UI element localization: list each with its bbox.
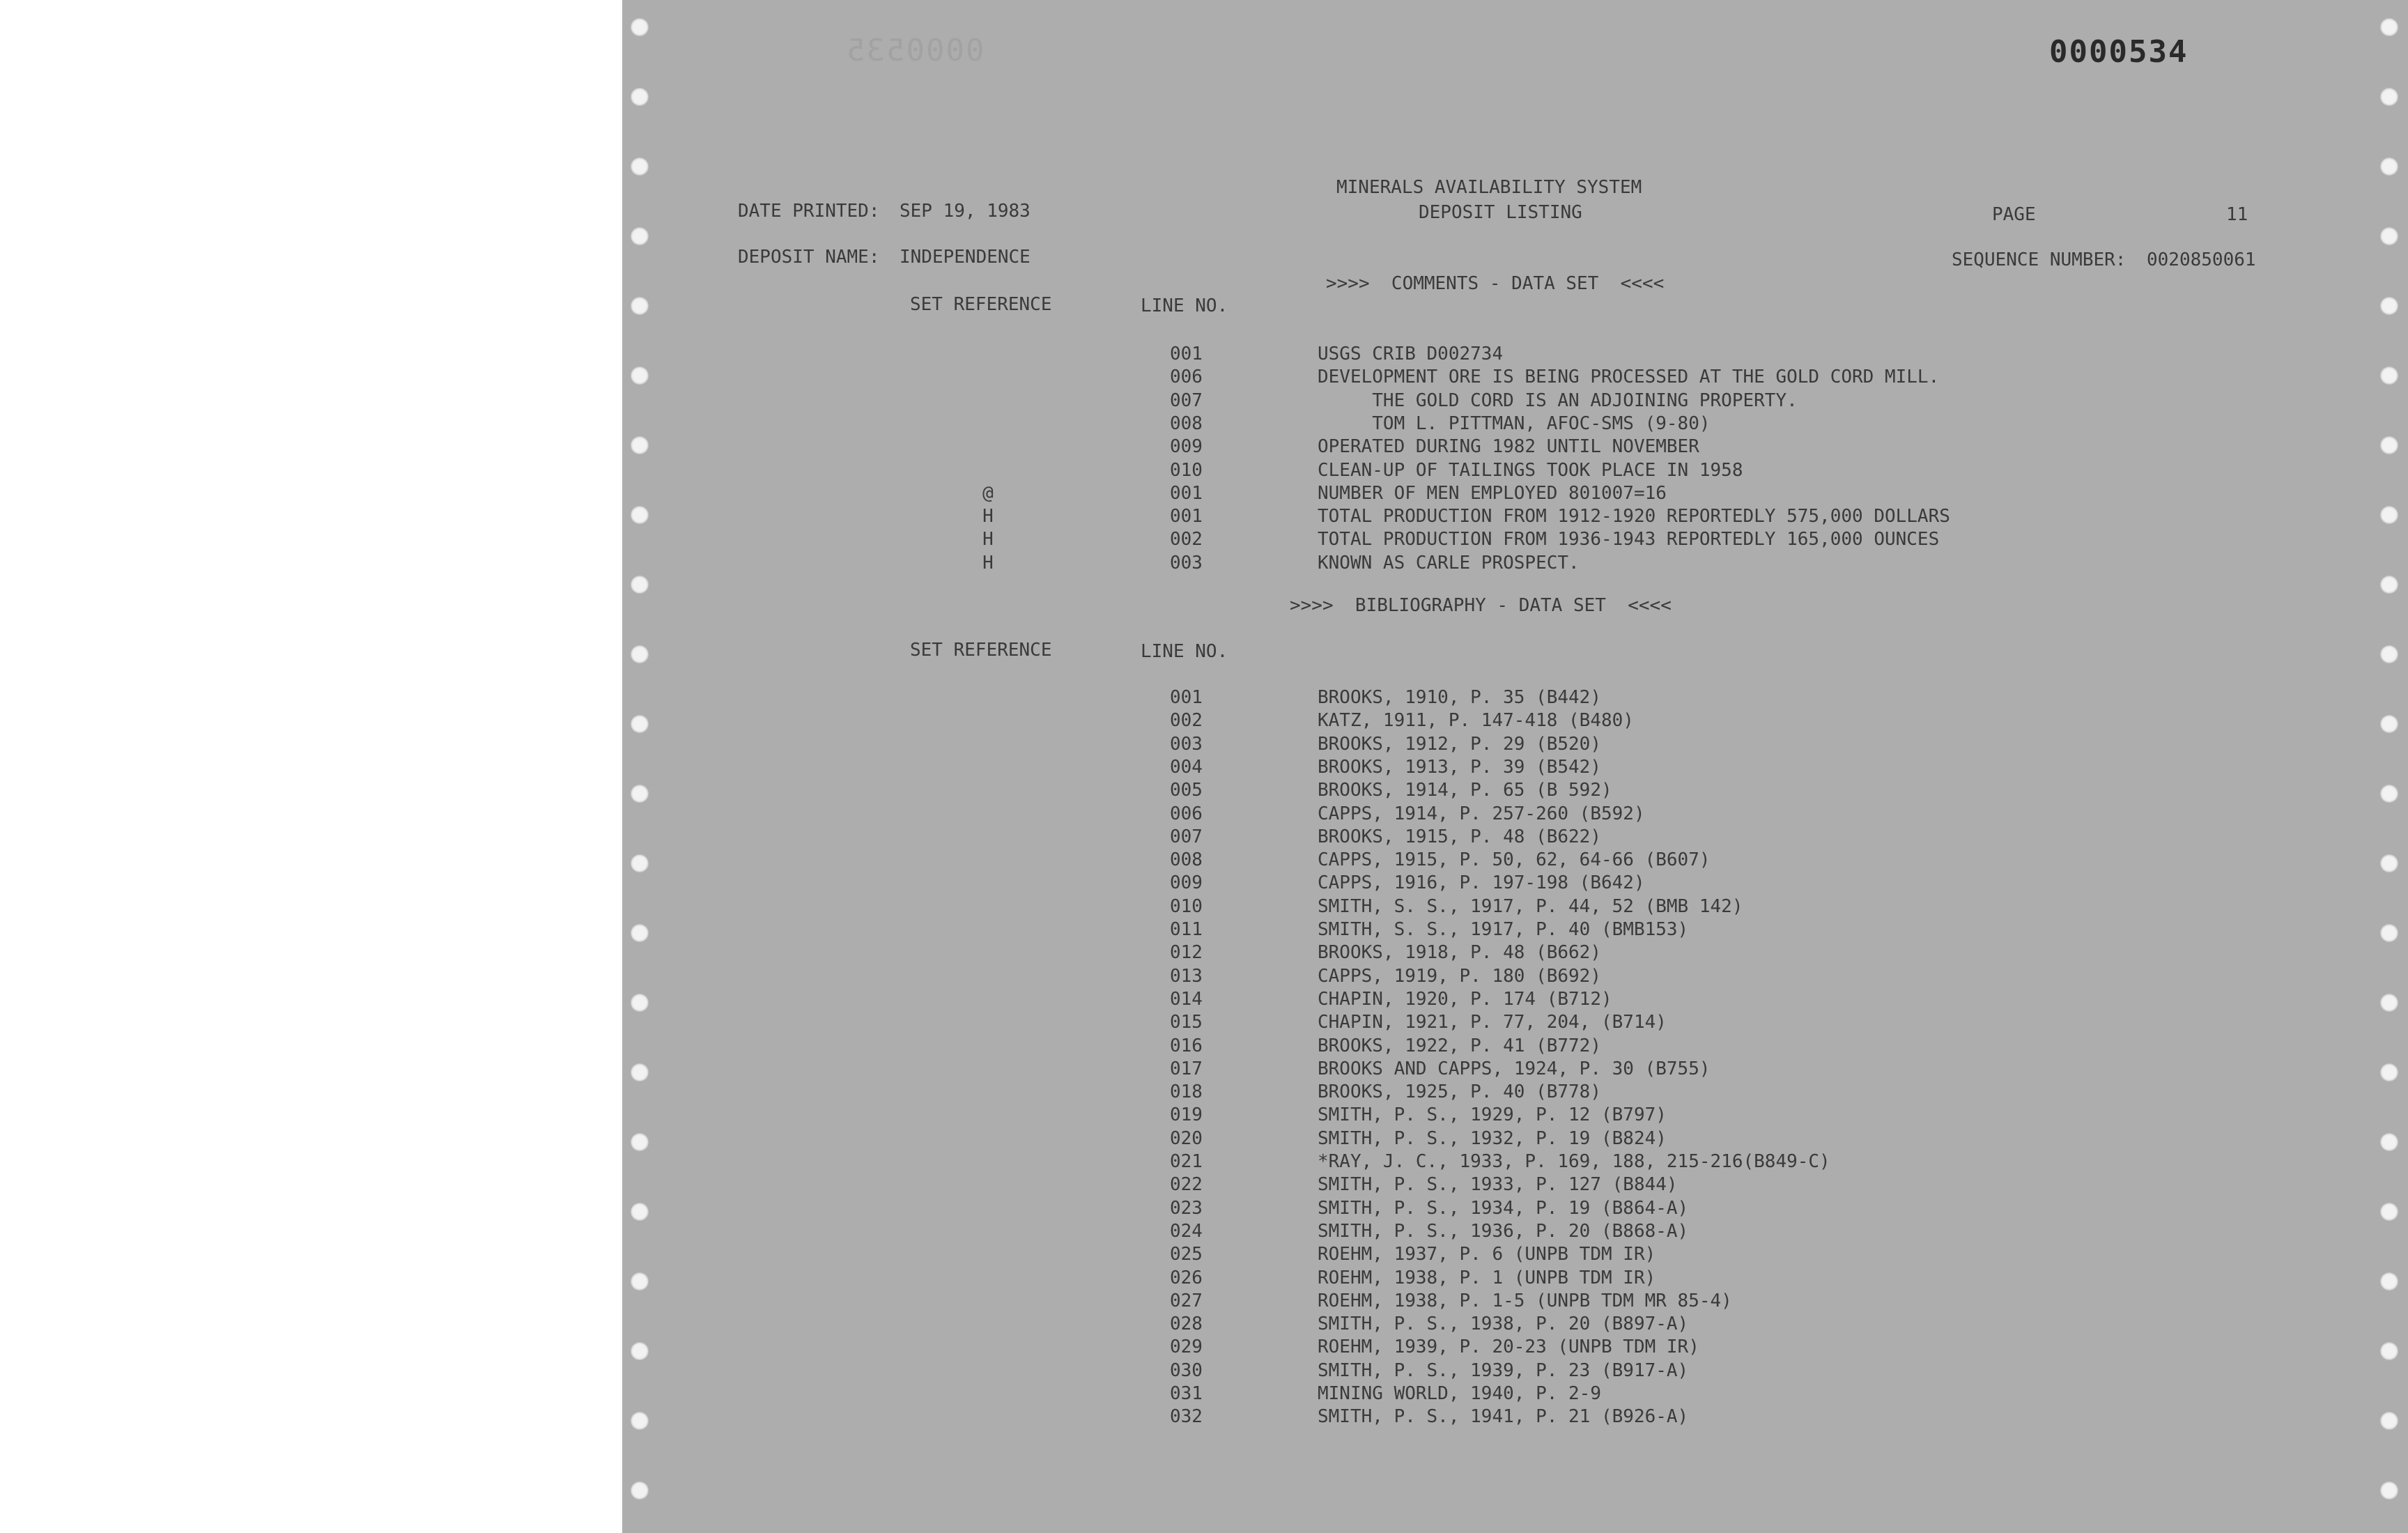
line-no-cell: 028 — [1170, 1314, 1203, 1335]
stamp-number: 0000534 — [2049, 34, 2189, 70]
feed-hole — [2380, 436, 2398, 454]
line-no-cell: 027 — [1170, 1290, 1203, 1311]
feed-hole — [631, 297, 649, 315]
entry-text-cell: ROEHM, 1937, P. 6 (UNPB TDM IR) — [1318, 1244, 1656, 1265]
feed-hole — [631, 367, 649, 385]
date-printed-value: SEP 19, 1983 — [900, 201, 1031, 222]
feed-hole — [631, 1272, 649, 1291]
feed-hole — [631, 994, 649, 1012]
entry-text-cell: DEVELOPMENT ORE IS BEING PROCESSED AT THE GOLD CORD MILL. — [1318, 367, 1940, 388]
entry-text-cell: SMITH, P. S., 1938, P. 20 (B897-A) — [1318, 1314, 1689, 1335]
entry-text-cell: KNOWN AS CARLE PROSPECT. — [1318, 552, 1580, 573]
bibliography-col-set-reference: SET REFERENCE — [910, 640, 1052, 661]
entry-text-cell: BROOKS, 1922, P. 41 (B772) — [1318, 1035, 1601, 1056]
line-no-cell: 025 — [1170, 1244, 1203, 1265]
line-no-cell: 006 — [1170, 367, 1203, 388]
entry-text-cell: CAPPS, 1919, P. 180 (B692) — [1318, 965, 1601, 987]
feed-hole — [2380, 994, 2398, 1012]
line-no-cell: 015 — [1170, 1012, 1203, 1033]
entry-text-cell: ROEHM, 1939, P. 20-23 (UNPB TDM IR) — [1318, 1336, 1699, 1358]
line-no-cell: 014 — [1170, 988, 1203, 1010]
entry-text-cell: SMITH, S. S., 1917, P. 44, 52 (BMB 142) — [1318, 895, 1743, 917]
feed-hole — [2380, 854, 2398, 872]
line-no-cell: 002 — [1170, 710, 1203, 732]
line-no-cell: 026 — [1170, 1267, 1203, 1288]
feed-hole — [2380, 1342, 2398, 1360]
feed-hole — [631, 1203, 649, 1221]
entry-text-cell: TOM L. PITTMAN, AFOC-SMS (9-80) — [1318, 413, 1711, 434]
line-no-cell: 001 — [1170, 482, 1203, 504]
sequence-number-label: SEQUENCE NUMBER: — [1952, 249, 2127, 270]
entry-text-cell: CHAPIN, 1920, P. 174 (B712) — [1318, 988, 1612, 1010]
entry-text-cell: CAPPS, 1915, P. 50, 62, 64-66 (B607) — [1318, 849, 1711, 871]
entry-text-cell: CHAPIN, 1921, P. 77, 204, (B714) — [1318, 1012, 1667, 1033]
feed-hole — [631, 924, 649, 942]
line-no-cell: 010 — [1170, 459, 1203, 481]
feed-hole — [2380, 367, 2398, 385]
page-number: 11 — [2226, 204, 2248, 225]
entry-text-cell: TOTAL PRODUCTION FROM 1912-1920 REPORTEDLY 575,000 DOLLARS — [1318, 506, 1950, 527]
feed-hole — [2380, 1133, 2398, 1151]
entry-text-cell: *RAY, J. C., 1933, P. 169, 188, 215-216(B849-C) — [1318, 1151, 1830, 1172]
entry-text-cell: ROEHM, 1938, P. 1-5 (UNPB TDM MR 85-4) — [1318, 1290, 1732, 1311]
entry-text-cell: SMITH, P. S., 1939, P. 23 (B917-A) — [1318, 1359, 1689, 1381]
entry-text-cell: OPERATED DURING 1982 UNTIL NOVEMBER — [1318, 436, 1699, 458]
report-title: DEPOSIT LISTING — [1419, 202, 1582, 223]
entry-text-cell: THE GOLD CORD IS AN ADJOINING PROPERTY. — [1318, 390, 1798, 411]
feed-hole — [2380, 157, 2398, 176]
feed-hole — [631, 157, 649, 176]
feed-hole — [2380, 1203, 2398, 1221]
feed-hole — [631, 1342, 649, 1360]
tractor-feed-holes-left — [626, 0, 654, 1533]
line-no-cell: 001 — [1170, 506, 1203, 527]
feed-hole — [2380, 576, 2398, 594]
line-no-cell: 029 — [1170, 1336, 1203, 1358]
line-no-cell: 002 — [1170, 529, 1203, 550]
entry-text-cell: CAPPS, 1916, P. 197-198 (B642) — [1318, 872, 1645, 894]
printout-sheet — [622, 0, 2408, 1533]
line-no-cell: 013 — [1170, 965, 1203, 987]
feed-hole — [2380, 227, 2398, 245]
feed-hole — [631, 506, 649, 524]
bibliography-section-title: >>>> BIBLIOGRAPHY - DATA SET <<<< — [1290, 595, 1672, 616]
line-no-cell: 009 — [1170, 436, 1203, 458]
feed-hole — [2380, 297, 2398, 315]
feed-hole — [2380, 715, 2398, 733]
line-no-cell: 004 — [1170, 756, 1203, 778]
feed-hole — [2380, 1412, 2398, 1430]
entry-text-cell: BROOKS, 1910, P. 35 (B442) — [1318, 687, 1601, 708]
feed-hole — [2380, 1272, 2398, 1291]
tractor-feed-holes-right — [2376, 0, 2404, 1533]
entry-text-cell: BROOKS, 1914, P. 65 (B 592) — [1318, 780, 1612, 801]
feed-hole — [631, 715, 649, 733]
entry-text-cell: BROOKS, 1913, P. 39 (B542) — [1318, 756, 1601, 778]
deposit-name-label: DEPOSIT NAME: — [738, 247, 880, 268]
line-no-cell: 022 — [1170, 1174, 1203, 1196]
sequence-number-value: 0020850061 — [2147, 249, 2256, 270]
set-reference-cell: H — [982, 529, 994, 550]
feed-hole — [2380, 1481, 2398, 1500]
comments-col-set-reference: SET REFERENCE — [910, 294, 1052, 315]
feed-hole — [631, 576, 649, 594]
entry-text-cell: SMITH, P. S., 1929, P. 12 (B797) — [1318, 1104, 1667, 1126]
page-label: PAGE — [1992, 204, 2036, 225]
feed-hole — [631, 18, 649, 36]
line-no-cell: 018 — [1170, 1081, 1203, 1103]
entry-text-cell: NUMBER OF MEN EMPLOYED 801007=16 — [1318, 482, 1667, 504]
comments-section-title: >>>> COMMENTS - DATA SET <<<< — [1326, 273, 1665, 294]
set-reference-cell: @ — [982, 482, 994, 504]
entry-text-cell: CLEAN-UP OF TAILINGS TOOK PLACE IN 1958 — [1318, 459, 1743, 481]
entry-text-cell: CAPPS, 1914, P. 257-260 (B592) — [1318, 803, 1645, 824]
line-no-cell: 011 — [1170, 919, 1203, 940]
entry-text-cell: ROEHM, 1938, P. 1 (UNPB TDM IR) — [1318, 1267, 1656, 1288]
entry-text-cell: KATZ, 1911, P. 147-418 (B480) — [1318, 710, 1634, 732]
line-no-cell: 008 — [1170, 849, 1203, 871]
set-reference-cell: H — [982, 552, 994, 573]
line-no-cell: 016 — [1170, 1035, 1203, 1056]
entry-text-cell: BROOKS, 1925, P. 40 (B778) — [1318, 1081, 1601, 1103]
feed-hole — [2380, 785, 2398, 803]
entry-text-cell: USGS CRIB D002734 — [1318, 344, 1504, 364]
feed-hole — [631, 785, 649, 803]
system-title: MINERALS AVAILABILITY SYSTEM — [1336, 177, 1642, 198]
entry-text-cell: SMITH, P. S., 1932, P. 19 (B824) — [1318, 1127, 1667, 1149]
date-printed-label: DATE PRINTED: — [738, 201, 880, 222]
entry-text-cell: MINING WORLD, 1940, P. 2-9 — [1318, 1383, 1601, 1404]
line-no-cell: 003 — [1170, 733, 1203, 755]
feed-hole — [2380, 506, 2398, 524]
feed-hole — [2380, 18, 2398, 36]
feed-hole — [631, 88, 649, 106]
deposit-name-value: INDEPENDENCE — [900, 247, 1031, 268]
feed-hole — [631, 1133, 649, 1151]
line-no-cell: 007 — [1170, 826, 1203, 847]
line-no-cell: 021 — [1170, 1151, 1203, 1172]
line-no-cell: 020 — [1170, 1127, 1203, 1149]
line-no-cell: 024 — [1170, 1220, 1203, 1242]
line-no-cell: 003 — [1170, 552, 1203, 573]
line-no-cell: 009 — [1170, 872, 1203, 894]
line-no-cell: 012 — [1170, 942, 1203, 964]
bibliography-col-line-no: LINE NO. — [1141, 641, 1228, 662]
line-no-cell: 032 — [1170, 1406, 1203, 1428]
entry-text-cell: BROOKS, 1915, P. 48 (B622) — [1318, 826, 1601, 847]
entry-text-cell: BROOKS, 1918, P. 48 (B662) — [1318, 942, 1601, 964]
feed-hole — [2380, 645, 2398, 663]
set-reference-cell: H — [982, 506, 994, 527]
line-no-cell: 005 — [1170, 780, 1203, 801]
line-no-cell: 030 — [1170, 1359, 1203, 1381]
ghost-stamp-number: 0000535 — [845, 33, 985, 68]
entry-text-cell: SMITH, P. S., 1934, P. 19 (B864-A) — [1318, 1197, 1689, 1219]
line-no-cell: 023 — [1170, 1197, 1203, 1219]
feed-hole — [631, 645, 649, 663]
feed-hole — [2380, 1063, 2398, 1081]
entry-text-cell: SMITH, P. S., 1933, P. 127 (B844) — [1318, 1174, 1678, 1196]
comments-col-line-no: LINE NO. — [1141, 295, 1228, 316]
line-no-cell: 008 — [1170, 413, 1203, 434]
entry-text-cell: SMITH, P. S., 1936, P. 20 (B868-A) — [1318, 1220, 1689, 1242]
entry-text-cell: TOTAL PRODUCTION FROM 1936-1943 REPORTEDLY 165,000 OUNCES — [1318, 529, 1940, 550]
feed-hole — [631, 854, 649, 872]
feed-hole — [631, 227, 649, 245]
line-no-cell: 017 — [1170, 1058, 1203, 1079]
feed-hole — [631, 1412, 649, 1430]
feed-hole — [631, 1063, 649, 1081]
feed-hole — [2380, 924, 2398, 942]
entry-text-cell: BROOKS AND CAPPS, 1924, P. 30 (B755) — [1318, 1058, 1711, 1079]
line-no-cell: 006 — [1170, 803, 1203, 824]
entry-text-cell: SMITH, S. S., 1917, P. 40 (BMB153) — [1318, 919, 1689, 940]
feed-hole — [2380, 88, 2398, 106]
line-no-cell: 007 — [1170, 390, 1203, 411]
feed-hole — [631, 436, 649, 454]
line-no-cell: 001 — [1170, 344, 1203, 364]
entry-text-cell: SMITH, P. S., 1941, P. 21 (B926-A) — [1318, 1406, 1689, 1428]
entry-text-cell: BROOKS, 1912, P. 29 (B520) — [1318, 733, 1601, 755]
line-no-cell: 031 — [1170, 1383, 1203, 1404]
line-no-cell: 019 — [1170, 1104, 1203, 1126]
line-no-cell: 001 — [1170, 687, 1203, 708]
line-no-cell: 010 — [1170, 895, 1203, 917]
feed-hole — [631, 1481, 649, 1500]
